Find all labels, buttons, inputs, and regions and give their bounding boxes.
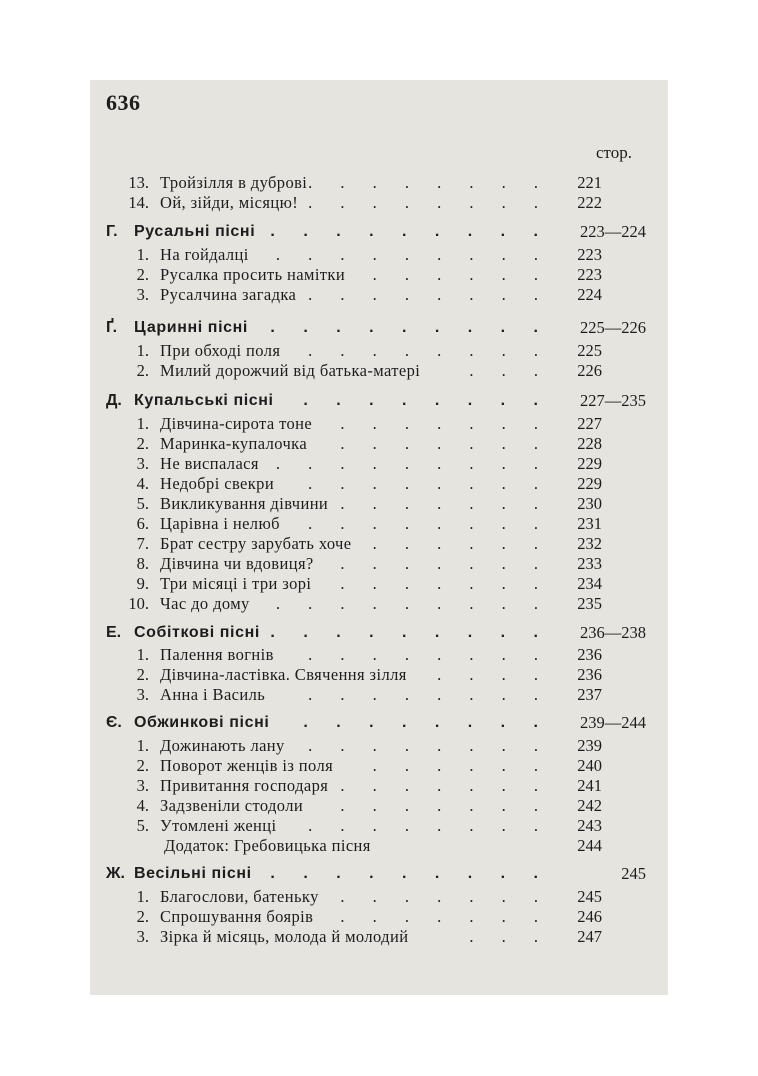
page-reference: 234 <box>577 574 602 593</box>
entry-number: 3. <box>136 285 149 304</box>
entry-number: 3. <box>136 927 149 946</box>
dot-leader: . . . . . . . <box>340 494 550 513</box>
page-reference: 239 <box>577 736 602 755</box>
toc-entry <box>90 927 668 947</box>
entry-title: Дівчина-сирота тоне <box>160 414 313 433</box>
page-reference: 242 <box>577 796 602 815</box>
toc-entry <box>90 756 668 776</box>
entry-number: 3. <box>136 685 149 704</box>
entry-number: 8. <box>136 554 149 573</box>
entry-title: Тройзілля в дуброві <box>160 173 308 192</box>
dot-leader: . . . . . . . . <box>308 285 550 304</box>
entry-number: 3. <box>136 454 149 473</box>
entry-number: 2. <box>136 756 149 775</box>
page-column-header: стор. <box>595 143 632 162</box>
entry-number: 1. <box>136 645 149 664</box>
entry-number: 13. <box>128 173 149 192</box>
section-letter: Є. <box>106 714 122 731</box>
entry-number: 7. <box>136 534 149 553</box>
entry-title: Утомлені женці <box>160 816 277 835</box>
toc-entry <box>90 434 668 454</box>
toc-entry <box>90 173 668 193</box>
entry-number: 3. <box>136 776 149 795</box>
page-reference: 246 <box>577 907 602 926</box>
page-reference: 241 <box>577 776 602 795</box>
toc-entry <box>90 454 668 474</box>
entry-number: 1. <box>136 341 149 360</box>
toc-entry <box>90 816 668 836</box>
dot-leader: . . . . . . . . <box>308 474 550 493</box>
toc-entry <box>90 193 668 213</box>
entry-number: 5. <box>136 494 149 513</box>
entry-number: 14. <box>128 193 149 212</box>
entry-title: Милий дорожчий від батька-матері <box>160 361 421 380</box>
section-title: Купальські пісні <box>134 392 274 409</box>
entry-title: Палення вогнів <box>160 645 274 664</box>
page-reference: 231 <box>577 514 602 533</box>
dot-leader: . . . <box>469 927 550 946</box>
section-title: Собіткові пісні <box>134 624 260 641</box>
page-reference: 229 <box>577 474 602 493</box>
entry-number: 4. <box>136 796 149 815</box>
section-letter: Д. <box>106 392 122 409</box>
toc-entry <box>90 265 668 285</box>
dot-leader: . . . . <box>437 665 550 684</box>
dot-leader: . . . . . . . . <box>308 736 550 755</box>
dot-leader: . . . . . . . . . <box>270 319 550 336</box>
entry-title: Брат сестру зарубать хоче <box>160 534 352 553</box>
page-reference: 237 <box>577 685 602 704</box>
entry-title: Дівчина чи вдовиця? <box>160 554 314 573</box>
toc-entry <box>90 665 668 685</box>
entry-title: Недобрі свекри <box>160 474 275 493</box>
page-reference: 227 <box>577 414 602 433</box>
section-letter: Ж. <box>106 865 125 882</box>
toc-entry <box>90 361 668 381</box>
page-reference: 235 <box>577 594 602 613</box>
page-reference: 223 <box>577 265 602 284</box>
page-reference: 247 <box>577 927 602 946</box>
entry-title: Русалчина загадка <box>160 285 297 304</box>
toc-section-heading <box>90 222 668 242</box>
dot-leader: . . . . . . . . . <box>275 594 550 613</box>
entry-title: Додаток: Гребовицька пісня <box>164 836 371 855</box>
page-reference: 245 <box>577 887 602 906</box>
toc-entry <box>90 245 668 265</box>
page-reference: 227—235 <box>580 391 646 410</box>
toc-entry <box>90 594 668 614</box>
page-reference: 239—244 <box>580 713 646 732</box>
toc-entry <box>90 341 668 361</box>
entry-title: Зірка й місяць, молода й молодий <box>160 927 409 946</box>
dot-leader: . . . . . . . . <box>308 341 550 360</box>
entry-title: Викликування дівчини <box>160 494 329 513</box>
dot-leader: . . . . . . . <box>340 414 550 433</box>
page-reference: 225—226 <box>580 318 646 337</box>
dot-leader: . . . . . . . <box>340 434 550 453</box>
book-page <box>90 80 668 995</box>
entry-number: 4. <box>136 474 149 493</box>
dot-leader: . . . . . . . <box>340 554 550 573</box>
toc-entry <box>90 494 668 514</box>
entry-number: 1. <box>136 414 149 433</box>
page-reference: 233 <box>577 554 602 573</box>
entry-number: 1. <box>136 887 149 906</box>
page-reference: 245 <box>621 864 646 883</box>
dot-leader: . . . . . . . . . <box>275 454 550 473</box>
entry-title: Анна і Василь <box>160 685 266 704</box>
entry-number: 9. <box>136 574 149 593</box>
toc-entry <box>90 645 668 665</box>
page-reference: 229 <box>577 454 602 473</box>
page-number: 636 <box>106 90 141 115</box>
page-reference: 244 <box>577 836 602 855</box>
dot-leader: . . . . . . <box>372 265 550 284</box>
entry-title: Привитання господаря <box>160 776 329 795</box>
toc-entry <box>90 907 668 927</box>
dot-leader: . . . . . . . <box>340 907 550 926</box>
entry-title: Царівна і нелюб <box>160 514 280 533</box>
entry-title: На гойдалці <box>160 245 249 264</box>
entry-title: При обході поля <box>160 341 281 360</box>
dot-leader: . . . . . . <box>372 756 550 775</box>
dot-leader: . . . . . . . . . <box>270 865 550 882</box>
dot-leader: . . . . . . . . . <box>275 245 550 264</box>
toc-entry <box>90 574 668 594</box>
page-reference: 243 <box>577 816 602 835</box>
dot-leader: . . . . . . . <box>340 796 550 815</box>
entry-title: Маринка-купалочка <box>160 434 308 453</box>
section-title: Обжинкові пісні <box>134 714 270 731</box>
page-reference: 232 <box>577 534 602 553</box>
toc-section-heading <box>90 713 668 733</box>
section-letter: Г. <box>106 223 118 240</box>
page-reference: 223 <box>577 245 602 264</box>
entry-title: Три місяці і три зорі <box>160 574 312 593</box>
entry-title: Задзвеніли стодоли <box>160 796 304 815</box>
toc-section-heading <box>90 391 668 411</box>
entry-number: 6. <box>136 514 149 533</box>
entry-number: 1. <box>136 245 149 264</box>
page-reference: 236 <box>577 645 602 664</box>
entry-number: 5. <box>136 816 149 835</box>
entry-title: Спрошування боярів <box>160 907 314 926</box>
dot-leader: . . . . . . . . <box>303 392 550 409</box>
page-reference: 223—224 <box>580 222 646 241</box>
toc-entry <box>90 887 668 907</box>
entry-number: 2. <box>136 434 149 453</box>
section-letter: Ґ. <box>106 319 118 336</box>
entry-number: 2. <box>136 907 149 926</box>
toc-entry <box>90 554 668 574</box>
entry-number: 10. <box>128 594 149 613</box>
dot-leader: . . . . . . <box>372 534 550 553</box>
entry-title: Дожинають лану <box>160 736 285 755</box>
entry-title: Час до дому <box>160 594 250 613</box>
toc-entry <box>90 285 668 305</box>
toc-entry <box>90 685 668 705</box>
page-reference: 222 <box>577 193 602 212</box>
dot-leader: . . . . . . . . <box>308 514 550 533</box>
dot-leader: . . . . . . . . . <box>270 223 550 240</box>
entry-title: Ой, зійди, місяцю! <box>160 193 299 212</box>
entry-title: Дівчина-ластівка. Свячення зілля <box>160 665 407 684</box>
dot-leader: . . . . . . . . <box>308 645 550 664</box>
page-reference: 221 <box>577 173 602 192</box>
entry-title: Поворот женців із поля <box>160 756 334 775</box>
toc-entry <box>90 514 668 534</box>
dot-leader: . . . . . . . . <box>308 816 550 835</box>
toc-entry <box>90 736 668 756</box>
dot-leader: . . . . . . . . <box>308 685 550 704</box>
dot-leader: . . . . . . . <box>340 887 550 906</box>
entry-title: Не виспалася <box>160 454 259 473</box>
entry-number: 1. <box>136 736 149 755</box>
toc-entry <box>90 474 668 494</box>
page-reference: 224 <box>577 285 602 304</box>
dot-leader: . . . . . . . . <box>308 193 550 212</box>
toc-entry <box>90 414 668 434</box>
dot-leader: . . . . . . . . <box>308 173 550 192</box>
page-reference: 228 <box>577 434 602 453</box>
section-letter: Е. <box>106 624 122 641</box>
toc-entry <box>90 796 668 816</box>
entry-number: 2. <box>136 265 149 284</box>
page-reference: 226 <box>577 361 602 380</box>
page-reference: 230 <box>577 494 602 513</box>
toc-section-heading <box>90 318 668 338</box>
dot-leader: . . . . . . . . <box>303 714 550 731</box>
dot-leader: . . . <box>469 361 550 380</box>
dot-leader: . . . . . . . . . <box>270 624 550 641</box>
dot-leader: . . . . . . . <box>340 574 550 593</box>
page-reference: 240 <box>577 756 602 775</box>
page-reference: 236—238 <box>580 623 646 642</box>
page-reference: 225 <box>577 341 602 360</box>
toc-entry <box>90 836 668 856</box>
entry-title: Благослови, батеньку <box>160 887 319 906</box>
section-title: Русальні пісні <box>134 223 256 240</box>
entry-number: 2. <box>136 665 149 684</box>
toc-entry <box>90 534 668 554</box>
section-title: Царинні пісні <box>134 319 248 336</box>
section-title: Весільні пісні <box>134 865 252 882</box>
toc-entry <box>90 776 668 796</box>
page-reference: 236 <box>577 665 602 684</box>
entry-title: Русалка просить намітки <box>160 265 346 284</box>
toc-section-heading <box>90 864 668 884</box>
toc-section-heading <box>90 623 668 643</box>
dot-leader: . . . . . . . <box>340 776 550 795</box>
entry-number: 2. <box>136 361 149 380</box>
